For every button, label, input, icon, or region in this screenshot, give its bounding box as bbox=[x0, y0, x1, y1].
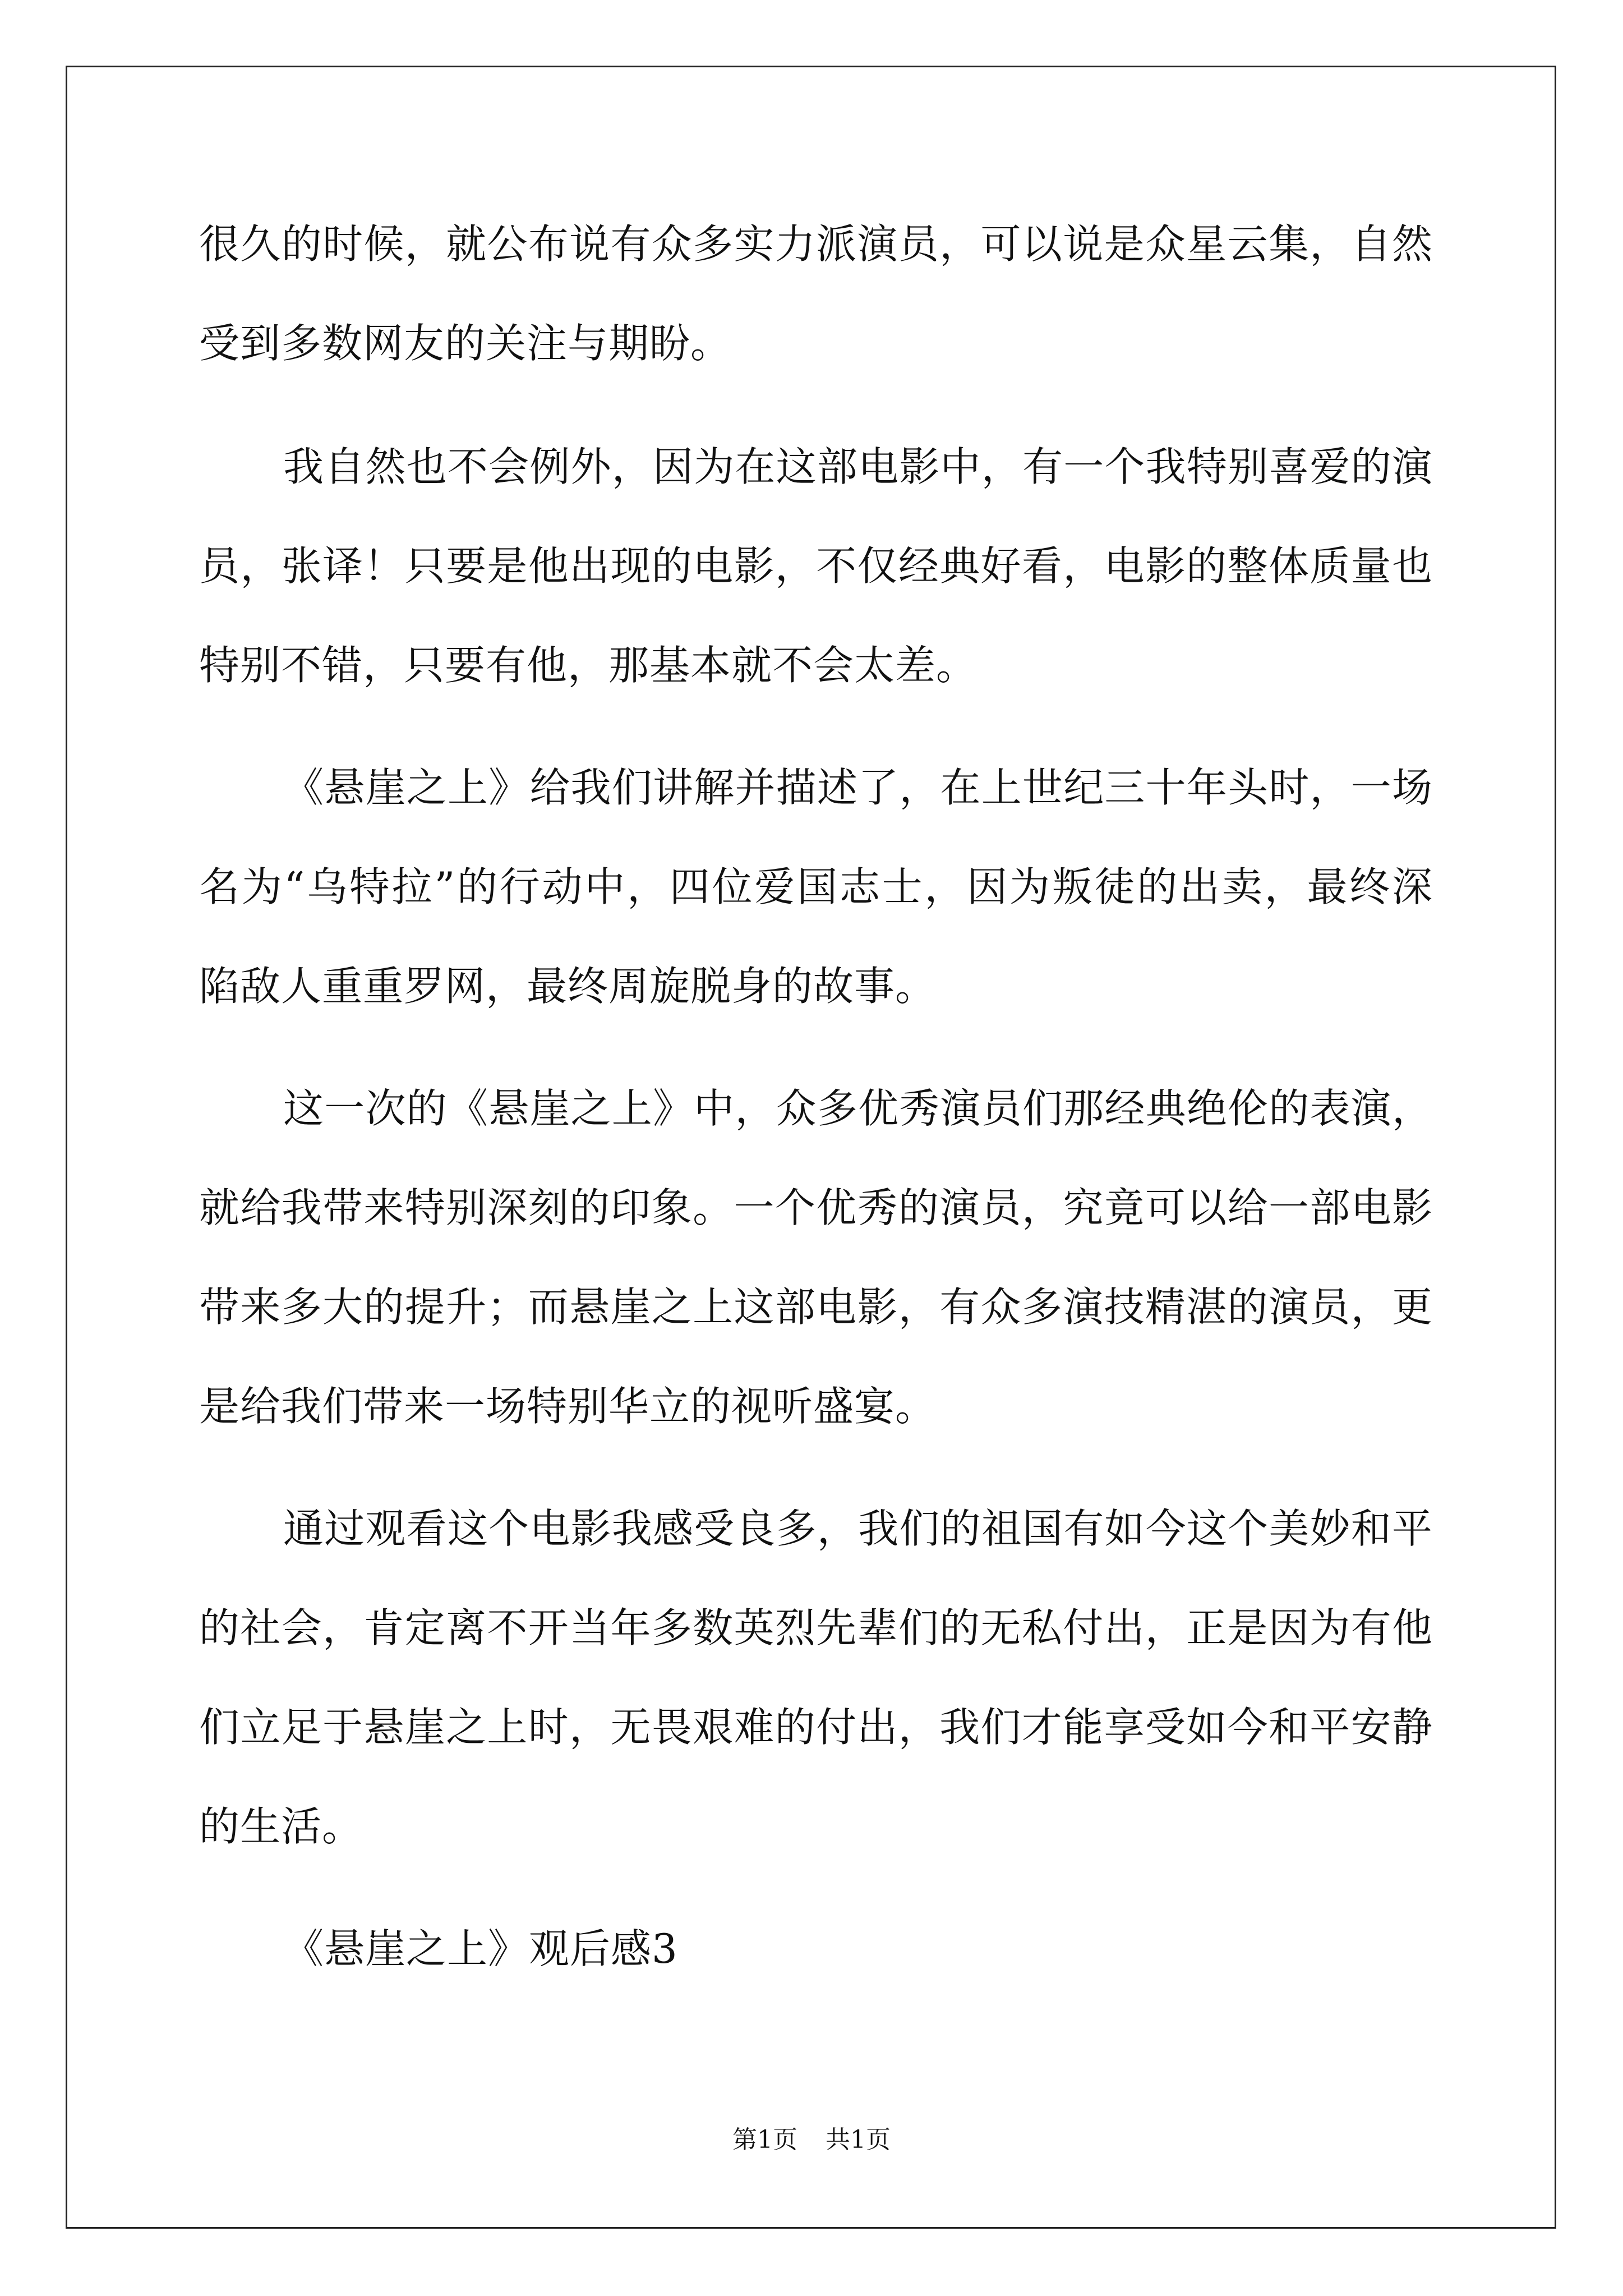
paragraph-start-line: 我自然也不会例外，因为在这部电影中，有一个我特别喜爱的演 bbox=[283, 443, 1433, 490]
page-border bbox=[66, 66, 1556, 2229]
text-line: 带来多大的提升；而悬崖之上这部电影，有众多演技精湛的演员，更 bbox=[199, 1283, 1433, 1331]
page-footer bbox=[0, 2123, 1623, 2157]
section-heading: 《悬崖之上》观后感3 bbox=[283, 1925, 678, 1972]
paragraph-start-line: 《悬崖之上》给我们讲解并描述了，在上世纪三十年头时，一场 bbox=[283, 764, 1433, 811]
page-total: 共1页 bbox=[826, 2125, 891, 2154]
text-line: 是给我们带来一场特别华立的视听盛宴。 bbox=[199, 1383, 937, 1430]
paragraph-start-line: 这一次的《悬崖之上》中，众多优秀演员们那经典绝伦的表演， bbox=[283, 1085, 1433, 1132]
page-number: 第1页 bbox=[732, 2125, 797, 2154]
text-line: 名为“乌特拉”的行动中，四位爱国志士，因为叛徒的出卖，最终深 bbox=[199, 863, 1433, 910]
text-line: 很久的时候，就公布说有众多实力派演员，可以说是众星云集，自然 bbox=[199, 220, 1433, 268]
text-line: 特别不错，只要有他，那基本就不会太差。 bbox=[199, 642, 978, 689]
text-line: 就给我带来特别深刻的印象。一个优秀的演员，究竟可以给一部电影 bbox=[199, 1184, 1433, 1231]
text-line: 的社会，肯定离不开当年多数英烈先辈们的无私付出，正是因为有他 bbox=[199, 1604, 1433, 1651]
paragraph-start-line: 通过观看这个电影我感受良多，我们的祖国有如今这个美妙和平 bbox=[283, 1505, 1433, 1552]
text-line: 受到多数网友的关注与期盼。 bbox=[199, 320, 732, 367]
text-line: 的生活。 bbox=[199, 1803, 363, 1850]
text-line: 陷敌人重重罗网，最终周旋脱身的故事。 bbox=[199, 963, 937, 1010]
text-line: 员，张译！只要是他出现的电影，不仅经典好看，电影的整体质量也 bbox=[199, 542, 1433, 590]
text-line: 们立足于悬崖之上时，无畏艰难的付出，我们才能享受如今和平安静 bbox=[199, 1704, 1433, 1751]
